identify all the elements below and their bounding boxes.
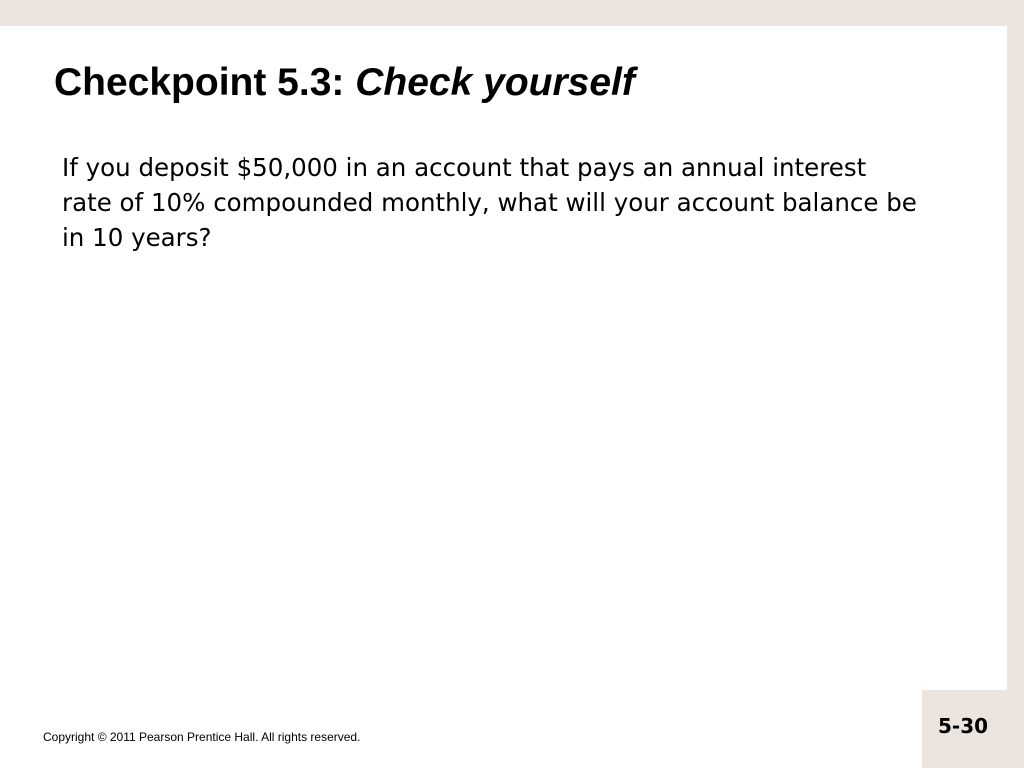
slide-title xyxy=(54,60,635,106)
copyright-notice: Copyright © 2011 Pearson Prentice Hall. All rights reserved. xyxy=(43,730,361,744)
slide-body-text: If you deposit $50,000 in an account that pays an annual interest rate of 10% compounded monthly, what will your account balance be in 10 years? xyxy=(62,153,917,252)
slide-title-prefix: Checkpoint 5.3: xyxy=(54,61,356,104)
slide-content-area xyxy=(0,26,1007,690)
footer-bar xyxy=(0,690,922,768)
slide-title-emphasis: Check yourself xyxy=(355,61,635,104)
page-number: 5-30 xyxy=(938,714,989,738)
